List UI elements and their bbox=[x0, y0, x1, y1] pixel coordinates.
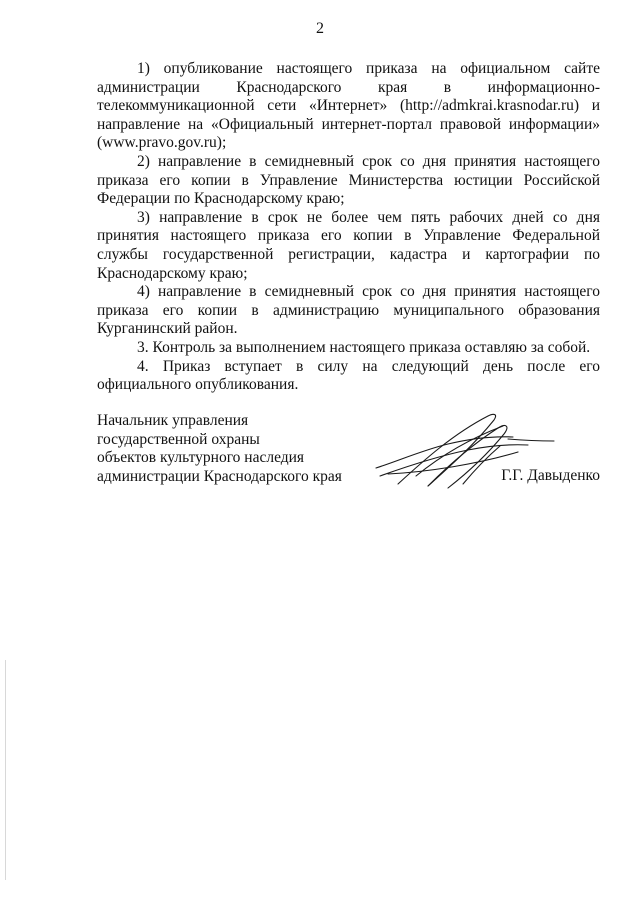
position-line: государственной охраны bbox=[97, 430, 260, 448]
paragraph-control: 3. Контроль за выполнением настоящего приказа оставляю за собой. bbox=[137, 338, 591, 356]
signature-block bbox=[97, 412, 600, 502]
paragraph-ministry-of-justice: 2) направление в семидневный срок со дня принятия настоящего приказа его копии в Управление Министерства юстиции Российской Федерации по Краснодарскому краю; bbox=[97, 152, 600, 208]
paragraph-rosreestr: 3) направление в срок не более чем пять рабочих дней со дня принятия настоящего приказа его копии в Управление Федеральной службы государственной регистрации, кадастра и картографии по Краснодарскому краю; bbox=[97, 208, 600, 282]
position-line: администрации Краснодарского края bbox=[97, 467, 342, 485]
scan-margin-line bbox=[5, 660, 6, 880]
signer-position bbox=[97, 412, 342, 486]
paragraph-publication: 1) опубликование настоящего приказа на официальном сайте администрации Краснодарского края в информационно-телекоммуникационной сети «Интернет» (http://admkrai.krasnodar.ru) и направление на «Официальный интернет-портал правовой информации» (www.pravo.gov.ru); bbox=[97, 60, 600, 152]
position-line: Начальник управления bbox=[97, 412, 249, 429]
page-number: 2 bbox=[316, 20, 324, 37]
paragraph-entry-into-force: 4. Приказ вступает в силу на следующий день после его официального опубликования. bbox=[97, 357, 600, 394]
signer-name: Г.Г. Давыденко bbox=[501, 467, 600, 484]
document-body bbox=[97, 60, 600, 395]
paragraph-municipality: 4) направление в семидневный срок со дня принятия настоящего приказа его копии в администрацию муниципального образования Курганинский район. bbox=[97, 283, 600, 338]
position-line: объектов культурного наследия bbox=[97, 449, 305, 467]
